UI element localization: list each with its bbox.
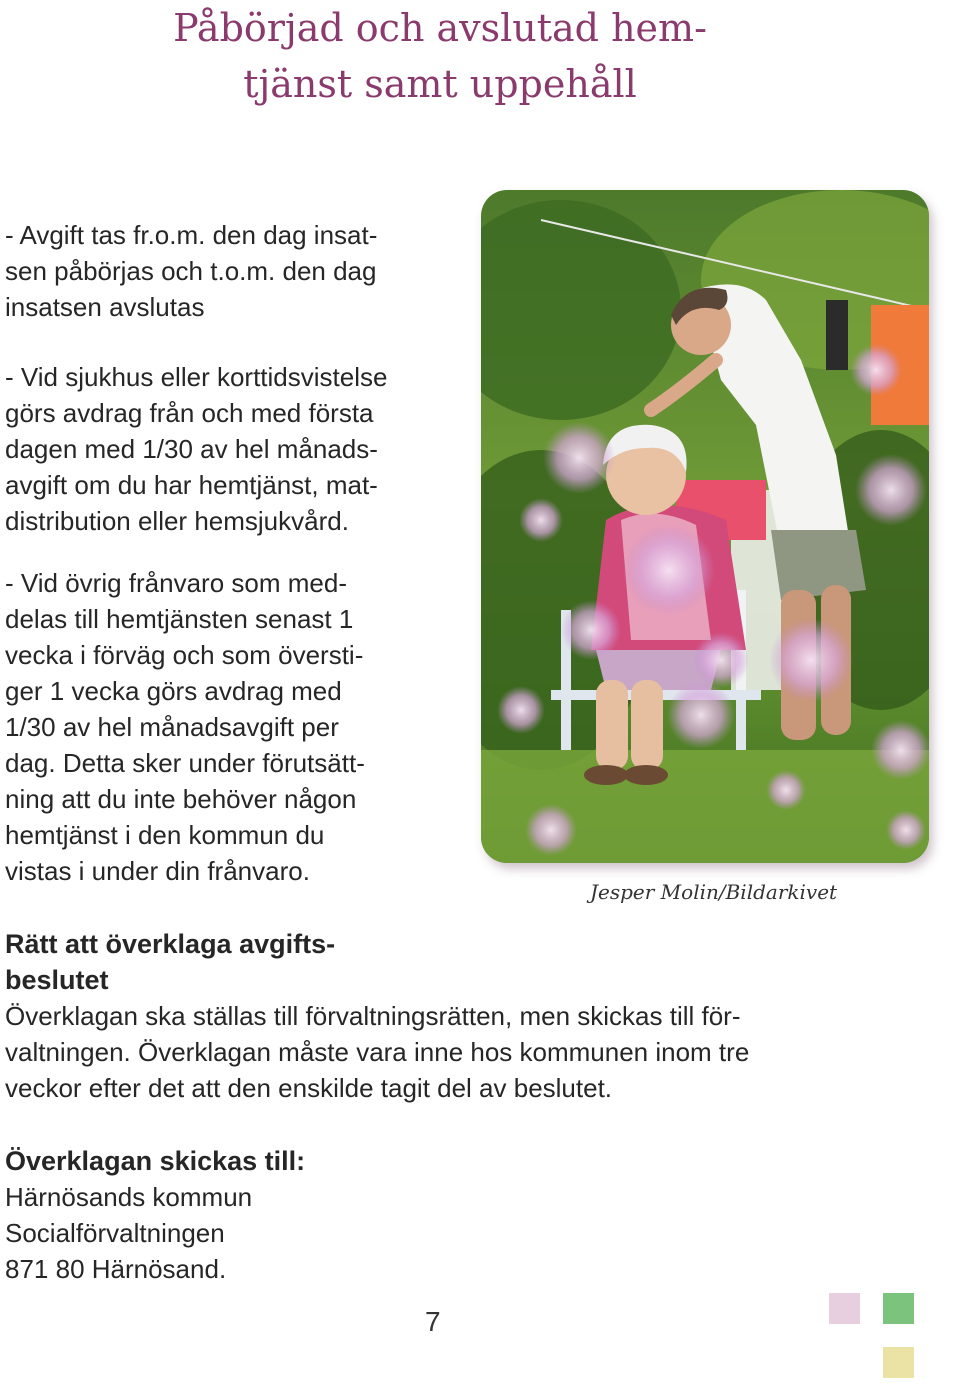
text-line: hemtjänst i den kommun du (5, 820, 325, 850)
text-line: insatsen avslutas (5, 292, 205, 322)
text-line: veckor efter det att den enskilde tagit del av beslutet. (5, 1073, 613, 1103)
text-line: vistas i under din frånvaro. (5, 856, 310, 886)
address-line: 871 80 Härnösand. (5, 1254, 227, 1284)
appeal-paragraph (5, 998, 749, 1106)
text-line: vecka i förväg och som översti- (5, 640, 364, 670)
photo-credit: Jesper Molin/Bildarkivet (590, 880, 838, 904)
paragraph-fee-period (5, 217, 377, 325)
page-title (120, 0, 760, 112)
text-line: dag. Detta sker under förutsätt- (5, 748, 365, 778)
garden-photo (481, 190, 929, 863)
text-line: görs avdrag från och med första (5, 398, 374, 428)
paragraph-hospital-stay (5, 359, 387, 539)
text-line: 1/30 av hel månadsavgift per (5, 712, 339, 742)
photo-illustration (481, 190, 929, 863)
text-line: - Avgift tas fr.o.m. den dag insat- (5, 220, 378, 250)
page-number: 7 (425, 1306, 441, 1337)
appeal-heading (5, 926, 335, 998)
text-line: dagen med 1/30 av hel månads- (5, 434, 378, 464)
text-line: delas till hemtjänsten senast 1 (5, 604, 354, 634)
text-line: ger 1 vecka görs avdrag med (5, 676, 342, 706)
text-line: avgift om du har hemtjänst, mat- (5, 470, 378, 500)
heading-line: Rätt att överklaga avgifts- (5, 929, 336, 959)
paragraph-other-absence (5, 565, 365, 889)
decorative-square-green (883, 1293, 914, 1324)
decorative-square-pink (829, 1293, 860, 1324)
title-line-1: Påbörjad och avslutad hem- (173, 6, 707, 50)
text-line: - Vid sjukhus eller korttidsvistelse (5, 362, 388, 392)
heading-line: beslutet (5, 965, 109, 995)
text-line: - Vid övrig frånvaro som med- (5, 568, 347, 598)
address-line: Härnösands kommun (5, 1182, 253, 1212)
text-line: valtningen. Överklagan måste vara inne hos kommunen inom tre (5, 1037, 750, 1067)
decorative-square-yellow (883, 1347, 914, 1378)
send-to-heading: Överklagan skickas till: (5, 1146, 306, 1176)
text-line: sen påbörjas och t.o.m. den dag (5, 256, 377, 286)
text-line: distribution eller hemsjukvård. (5, 506, 349, 536)
address-line: Socialförvaltningen (5, 1218, 225, 1248)
text-line: ning att du inte behöver någon (5, 784, 357, 814)
text-line: Överklagan ska ställas till förvaltningsrätten, men skickas till för- (5, 1001, 741, 1031)
postal-address (5, 1179, 252, 1287)
title-line-2: tjänst samt uppehåll (243, 62, 637, 106)
